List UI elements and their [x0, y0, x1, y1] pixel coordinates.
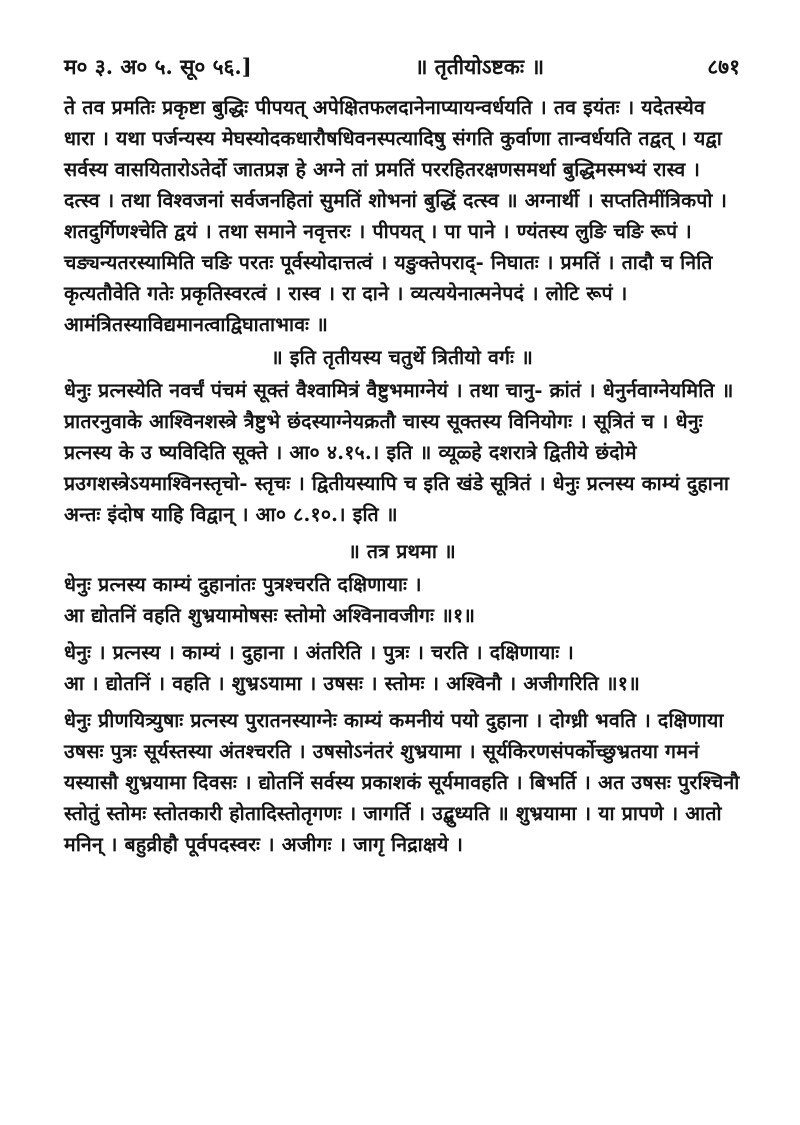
padapatha-line-2: आ । द्योतनिं । वहति । शुभ्रऽयामा । उषसः । स्तोमः । अश्विनौ । अजीगरिति ॥१॥ — [64, 672, 640, 695]
header-title: ॥ तृतीयोऽष्टकः ॥ — [414, 54, 545, 79]
padapatha-line-1: धेनुः । प्रत्नस्य । काम्यं । दुहाना । अंतरिति । पुत्रः । चरति । दक्षिणायाः । — [64, 641, 574, 664]
verse-line-2: आ द्योतनिं वहति शुभ्रयामोषसः स्तोमो अश्विनावजीगः ॥१॥ — [64, 604, 476, 627]
verse-heading: ॥ तत्र प्रथमा ॥ — [348, 540, 456, 563]
verse-line-1: धेनुः प्रत्नस्य काम्यं दुहानांतः पुत्रश्चरति दक्षिणायाः । — [64, 573, 422, 596]
body-text — [64, 92, 740, 860]
verse-commentary: धेनुः प्रीणयित्र्युषाः प्रत्नस्य पुरातनस्याग्नेः काम्यं कमनीयं पयो दुहाना । दोग्ध्री भवति । दक्षिणाया उषसः पुत्रः सूर्यस्तस्या अंतश्चरति । उषसोऽनंतरं शुभ्रयामा । सूर्यकिरणसंपर्कोच्छुभ्रतया गमनं यस्यासौ शुभ्रयामा दिवसः । द्योतनिं सर्वस्य प्रकाशकं सूर्यमावहति । बिभर्ति । अत उषसः पुरश्चिनौ स्तोतुं स्तोमः स्तोतकारी होतादिस्तोतृगणः । जागर्ति । उद्बुध्यति ॥ शुभ्रयामा । या प्रापणे । आतो मनिन् । बहुव्रीहौ पूर्वपदस्वरः । अजीगः । जागृ निद्राक्षये । — [64, 709, 740, 856]
page-number: ८७१ — [707, 54, 740, 79]
section-colophon: ॥ इति तृतीयस्य चतुर्थे त्रितीयो वर्गः ॥ — [271, 346, 533, 369]
running-head — [64, 52, 740, 82]
header-section-ref: म० ३. अ० ५. सू० ५६.] — [64, 54, 252, 79]
introduction-paragraph: धेनुः प्रत्नस्येति नवर्चं पंचमं सूक्तं वैश्वामित्रं वैष्टुभमाग्नेयं । तथा चानु- क्रांतं । धेनुर्नवाग्नेयमिति ॥ प्रातरनुवाके आश्विनशस्त्रे त्रैष्टुभे छंदस्याग्नेयक्रतौ चास्य सूक्तस्य विनियोगः । सूत्रितं च । धेनुः प्रत्नस्य के उ ष्यविदिति सूक्ते । आ० ४.१५.। इति ॥ व्यूळ्हे दशरात्रे द्वितीये छंदोमे प्रउगशस्त्रेऽयमाश्विनस्तृचो- स्तृचः । द्वितीयस्यापि च इति खंडे सूत्रितं । धेनुः प्रत्नस्य काम्यं दुहाना अन्तः इंदोष याहि विद्वान् । आ० ८.१०.। इति ॥ — [64, 379, 734, 526]
commentary-paragraph: ते तव प्रमतिः प्रकृष्टा बुद्धिः पीपयत् अपेक्षितफलदानेनाप्यायन्वर्धयति । तव इयंतः । यदेतस्येव धारा । यथा पर्जन्यस्य मेघस्योदकधारौषधिवनस्पत्यादिषु संगति कुर्वाणा तान्वर्धयति तद्वत् । यद्वा सर्वस्य वासयितारोऽतेर्दो जातप्रज्ञ हे अग्ने तां प्रमतिं पररहितरक्षणसमर्था बुद्धिमस्मभ्यं रास्व । दत्स्व । तथा विश्वजनां सर्वजनहितां सुमतिं शोभनां बुद्धिं दत्स्व ॥ अग्नार्थी । सप्ततिमींत्रिकपो । शतदुर्गिणश्चेति द्वयं । तथा समाने नवृत्तरः । पीपयत् । पा पाने । ण्यंतस्य लुङि चङि रूपं । चङ्यन्यतरस्यामिति चङि परतः पूर्वस्योदात्तत्वं । यङुक्तेपराद्- निघातः । प्रमतिं । तादौ च निति कृत्यतौवेति गतेः प्रकृतिस्वरत्वं । रास्व । रा दाने । व्यत्ययेनात्मनेपदं । लोटि रूपं । आमंत्रितस्याविद्यमानत्वाद्विघाताभावः ॥ — [64, 96, 728, 336]
